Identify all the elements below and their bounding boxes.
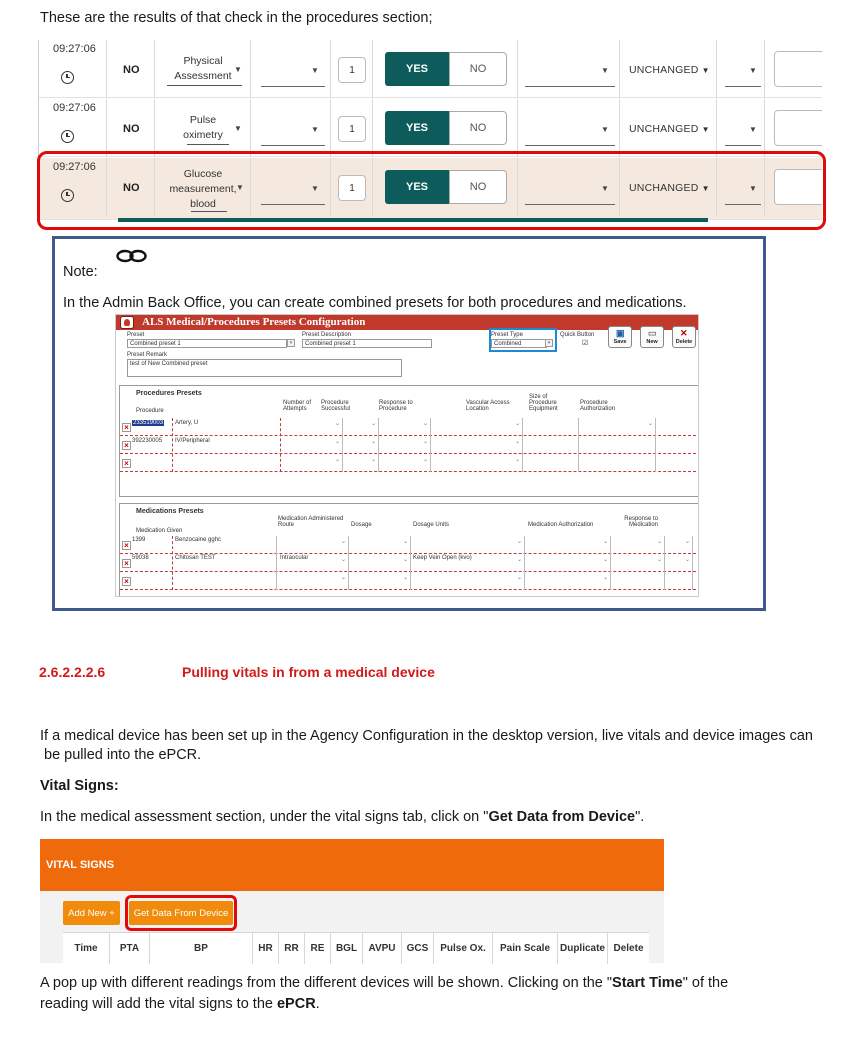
- chevron-down-icon[interactable]: ⌄: [341, 575, 347, 581]
- chevron-down-icon: ▼: [311, 184, 319, 193]
- procedure-name[interactable]: Physical Assessment: [174, 55, 232, 82]
- empty-dropdown[interactable]: [261, 86, 325, 87]
- remove-row-icon[interactable]: ×: [122, 577, 131, 586]
- chevron-down-icon[interactable]: ⌄: [423, 421, 429, 427]
- remove-row-icon[interactable]: ×: [122, 441, 131, 450]
- preset-select[interactable]: Combined preset 1: [127, 339, 287, 348]
- vital-signs-heading: Vital Signs:: [40, 778, 119, 794]
- column-header: GCS: [402, 933, 434, 964]
- window-title: ALS Medical/Procedures Presets Configuration: [116, 315, 698, 330]
- chevron-down-icon[interactable]: ⌄: [657, 557, 663, 563]
- add-new-button[interactable]: Add New +: [63, 901, 120, 925]
- chevron-down-icon[interactable]: ⌄: [517, 539, 523, 545]
- preset-remark-input[interactable]: test of New Combined preset: [127, 359, 402, 377]
- highlight-outline: [37, 151, 826, 230]
- chevron-down-icon[interactable]: ⌄: [403, 557, 409, 563]
- remove-row-icon[interactable]: ×: [122, 559, 131, 568]
- remove-row-icon[interactable]: ×: [122, 459, 131, 468]
- chevron-down-icon: ▼: [236, 183, 244, 192]
- column-header: Time: [63, 933, 110, 964]
- empty-dropdown[interactable]: [525, 86, 615, 87]
- vital-signs-columns: [63, 932, 649, 963]
- chevron-down-icon[interactable]: ⌄: [335, 439, 341, 445]
- no-button[interactable]: NO: [449, 52, 507, 86]
- paragraph: If a medical device has been set up in the Agency Configuration in the desktop version, live vitals and device images can: [40, 728, 813, 744]
- table-row: × 233519003 Artery, U: [120, 418, 699, 436]
- column-header: RE: [305, 933, 331, 964]
- chevron-down-icon[interactable]: ⌄: [603, 575, 609, 581]
- table-row: × 392230005 IV/Peripheral: [120, 436, 699, 454]
- flag-label: NO: [123, 64, 140, 76]
- yes-button[interactable]: YES: [385, 170, 449, 204]
- app-logo-icon: [120, 316, 134, 329]
- chevron-down-icon[interactable]: ⌄: [371, 457, 377, 463]
- remove-row-icon[interactable]: ×: [122, 423, 131, 432]
- yes-button[interactable]: YES: [385, 111, 449, 145]
- section-title: Pulling vitals in from a medical device: [182, 664, 435, 680]
- chevron-down-icon[interactable]: ⌄: [341, 539, 347, 545]
- chevron-down-icon[interactable]: ⌄: [371, 421, 377, 427]
- note-text: In the Admin Back Office, you can create combined presets for both procedures and medications.: [63, 295, 687, 311]
- note-label: Note:: [63, 264, 98, 280]
- quick-button-checkbox[interactable]: ☑: [582, 340, 589, 347]
- column-header: HR: [253, 933, 279, 964]
- chevron-down-icon: ▼: [311, 125, 319, 134]
- delete-button[interactable]: ✕ Delete: [672, 326, 696, 348]
- chevron-down-icon[interactable]: ⌄: [423, 439, 429, 445]
- chevron-down-icon: ▼: [749, 66, 757, 75]
- chevron-down-icon: ▼: [749, 184, 757, 193]
- chevron-down-icon[interactable]: ⌄: [603, 557, 609, 563]
- medications-presets-section: Medications Presets Medication Given Medication Administered Route Dosage Dosage Units Medication Authorization Response to Medication × 1399 Benzocaine gghc × 59038 Chitosan TEST Intraocular Keep Vein Open (kvo) × ⌄ ⌄ ⌄ ⌄ ⌄ ⌄ ⌄ ⌄ ⌄ ⌄ ⌄ ⌄ ⌄ ⌄ ⌄ ⌄: [119, 503, 699, 597]
- empty-dropdown[interactable]: [725, 86, 761, 87]
- chevron-down-icon[interactable]: ⌄: [515, 439, 521, 445]
- column-header: BGL: [331, 933, 363, 964]
- section-number: 2.6.2.2.2.6: [39, 664, 106, 680]
- paragraph: In the medical assessment section, under the vital signs tab, click on "Get Data from Device".: [40, 809, 645, 825]
- note-box: [52, 236, 766, 611]
- chevron-down-icon[interactable]: ▾: [287, 339, 295, 347]
- table-row: [39, 99, 822, 157]
- chevron-down-icon[interactable]: ⌄: [685, 539, 691, 545]
- time-label: 09:27:06: [53, 43, 96, 55]
- procedures-presets-section: Procedures Presets Procedure Number of Attempts Procedure Successful Response to Procedure Vascular Access Location Size of Procedure Equipment Procedure Authorization × 233519003 Artery, U × 392230005 IV/Peripheral × ⌄ ⌄ ⌄ ⌄ ⌄ ⌄ ⌄ ⌄ ⌄ ⌄ ⌄ ⌄ ⌄: [119, 385, 699, 497]
- chevron-down-icon[interactable]: ⌄: [403, 539, 409, 545]
- column-header: Pain Scale: [493, 933, 558, 964]
- chevron-down-icon: ▼: [311, 66, 319, 75]
- attempts-input[interactable]: 1: [338, 175, 366, 201]
- vital-signs-panel: [40, 839, 664, 963]
- end-field[interactable]: [774, 110, 822, 146]
- table-row: [120, 454, 699, 472]
- column-header: PTA: [110, 933, 150, 964]
- chevron-down-icon[interactable]: ⌄: [335, 457, 341, 463]
- column-header: Delete: [613, 943, 644, 954]
- yes-button[interactable]: YES: [385, 52, 449, 86]
- time-label: 09:27:06: [53, 161, 96, 173]
- column-header: BP: [150, 933, 253, 964]
- chevron-down-icon: ▼: [749, 125, 757, 134]
- preset-description-input[interactable]: Combined preset 1: [302, 339, 432, 348]
- chevron-down-icon[interactable]: ⌄: [341, 557, 347, 563]
- empty-dropdown[interactable]: [525, 145, 615, 146]
- als-config-window: ALS Medical/Procedures Presets Configuration Preset Combined preset 1 ▾ Preset Description Combined preset 1 Preset Type Combined ▾ Quick Button ☑ ▣ Save ▭ New ✕ Delete Preset Remark test of New Combined preset Procedures Presets Procedure Number of Attempts Procedure Successful Response to Procedure Vascular Access Location Size of Procedure Equipment Procedure Authorization × 233519003 Artery, U × 392230005 IV/Peripheral × ⌄ ⌄ ⌄ ⌄ ⌄ ⌄ ⌄ ⌄ ⌄ ⌄ ⌄ ⌄ ⌄ Medications Presets Medication Given Medication Administered Route Dosage Dosage Units Medication Authorization Response to Medication × 1399 Benzocaine gghc × 59038 Chitosan TEST Intraocular Keep Vein Open (kvo) × ⌄ ⌄ ⌄ ⌄ ⌄ ⌄ ⌄ ⌄ ⌄ ⌄ ⌄ ⌄ ⌄ ⌄ ⌄ ⌄: [115, 314, 699, 597]
- chevron-down-icon[interactable]: ⌄: [603, 539, 609, 545]
- procedure-name[interactable]: Pulse oximetry: [183, 114, 223, 141]
- chevron-down-icon[interactable]: ⌄: [685, 557, 691, 563]
- chevron-down-icon: ▼: [701, 125, 710, 134]
- no-button[interactable]: NO: [449, 111, 507, 145]
- chevron-down-icon: ▼: [701, 66, 710, 75]
- flag-label: NO: [123, 123, 140, 135]
- intro-text: These are the results of that check in the procedures section;: [40, 10, 433, 26]
- empty-dropdown[interactable]: [261, 145, 325, 146]
- highlight-outline: [125, 895, 237, 931]
- chevron-down-icon: ▼: [601, 66, 609, 75]
- no-button[interactable]: NO: [449, 170, 507, 204]
- chevron-down-icon[interactable]: ⌄: [371, 439, 377, 445]
- chevron-down-icon[interactable]: ⌄: [423, 457, 429, 463]
- preset-type-select[interactable]: Combined: [491, 339, 547, 348]
- table-row: [39, 40, 822, 98]
- chevron-down-icon[interactable]: ⌄: [648, 421, 654, 427]
- chevron-down-icon: ▼: [701, 184, 710, 193]
- chevron-down-icon[interactable]: ⌄: [517, 557, 523, 563]
- vital-signs-header: VITAL SIGNS: [40, 839, 664, 891]
- attempts-input[interactable]: 1: [338, 57, 366, 83]
- chevron-down-icon[interactable]: ⌄: [515, 457, 521, 463]
- paragraph: reading will add the vital signs to the ePCR.: [40, 996, 320, 1012]
- column-header: AVPU: [363, 933, 402, 964]
- response-dropdown[interactable]: UNCHANGED ▼: [629, 123, 710, 135]
- chevron-down-icon: ▼: [234, 124, 242, 133]
- link-icon: [115, 249, 149, 263]
- paragraph: be pulled into the ePCR.: [44, 747, 202, 763]
- chevron-down-icon[interactable]: ⌄: [515, 421, 521, 427]
- response-dropdown[interactable]: UNCHANGED ▼: [629, 64, 710, 76]
- column-header: RR: [279, 933, 305, 964]
- chevron-down-icon[interactable]: ⌄: [517, 575, 523, 581]
- time-label: 09:27:06: [53, 102, 96, 114]
- table-row: × 1399 Benzocaine gghc: [120, 536, 699, 554]
- new-button[interactable]: ▭ New: [640, 326, 664, 348]
- column-header: Pulse Ox.: [434, 933, 493, 964]
- clock-icon[interactable]: [61, 130, 74, 143]
- new-document-icon: ▭: [648, 328, 657, 338]
- paragraph: A pop up with different readings from the different devices will be shown. Clicking on the "Start Time" of the: [40, 975, 729, 991]
- attempts-input[interactable]: 1: [338, 116, 366, 142]
- column-header: Duplicate: [558, 933, 608, 964]
- delete-x-icon: ✕: [680, 328, 688, 338]
- remove-row-icon[interactable]: ×: [122, 541, 131, 550]
- chevron-down-icon: ▼: [601, 125, 609, 134]
- procedure-name[interactable]: Glucose measurement, blood: [169, 167, 237, 210]
- empty-dropdown[interactable]: [725, 145, 761, 146]
- chevron-down-icon: ▼: [601, 184, 609, 193]
- chevron-down-icon[interactable]: ▾: [545, 339, 553, 347]
- clock-icon[interactable]: [61, 71, 74, 84]
- preset-type-highlight: [489, 328, 557, 352]
- flag-label: NO: [123, 182, 140, 194]
- response-dropdown[interactable]: UNCHANGED ▼: [629, 182, 710, 194]
- chevron-down-icon[interactable]: ⌄: [657, 539, 663, 545]
- get-data-from-device-button[interactable]: Get Data From Device: [129, 901, 233, 925]
- end-field[interactable]: [774, 51, 822, 87]
- table-row: × 59038 Chitosan TEST Intraocular Keep Vein Open (kvo): [120, 554, 699, 572]
- chevron-down-icon: ▼: [234, 65, 242, 74]
- save-button[interactable]: ▣ Save: [608, 326, 632, 348]
- floppy-icon: ▣: [616, 328, 625, 338]
- chevron-down-icon[interactable]: ⌄: [403, 575, 409, 581]
- chevron-down-icon[interactable]: ⌄: [335, 421, 341, 427]
